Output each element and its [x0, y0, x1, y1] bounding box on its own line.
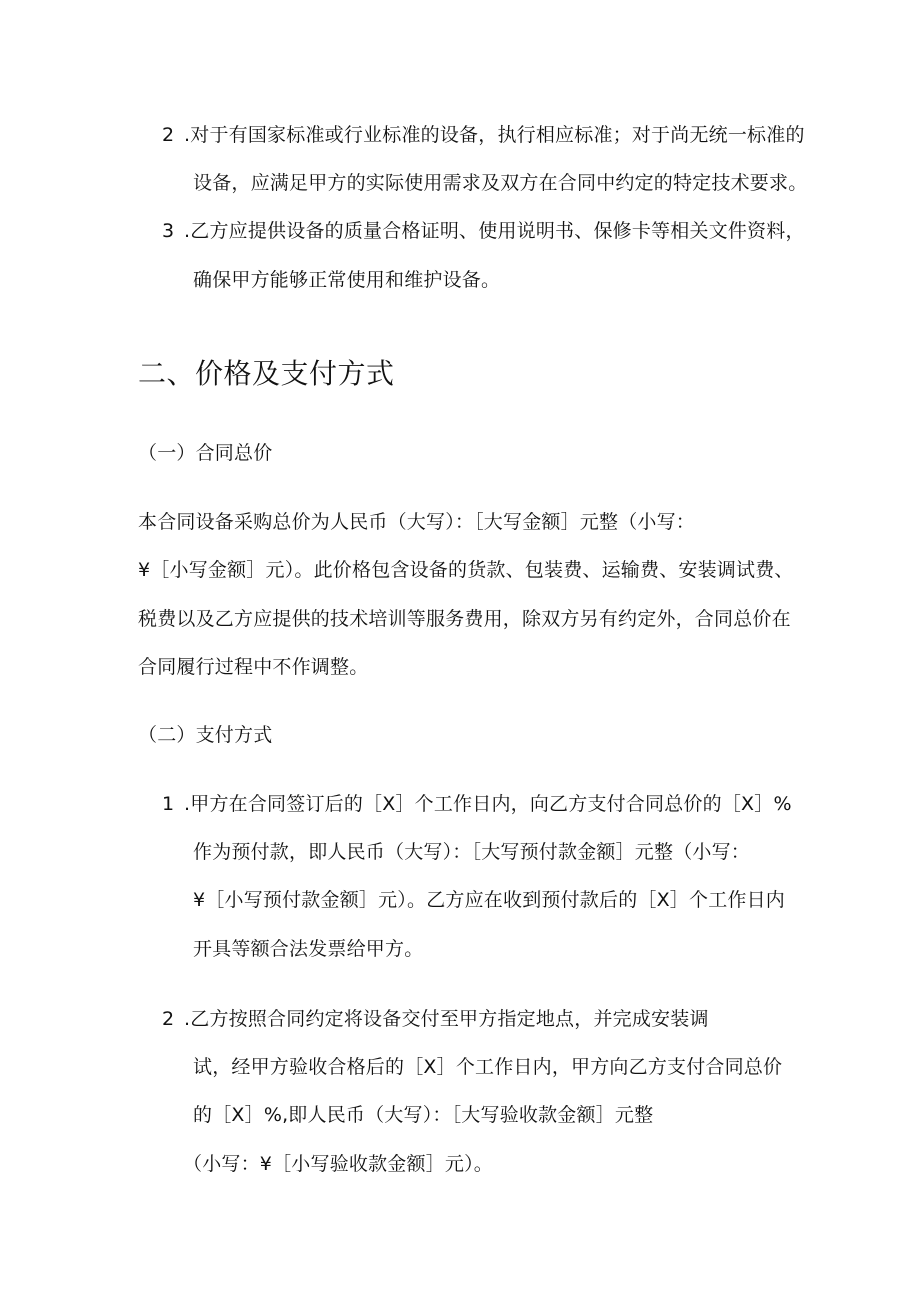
payment-item-2-line-2: 试，经甲方验收合格后的［X］个工作日内，甲方向乙方支付合同总价 — [193, 1056, 783, 1078]
payment-item-1-line-2: 作为预付款，即人民币（大写）：［大写预付款金额］元整（小写： — [193, 841, 751, 863]
item-2-line-1: 2 .对于有国家标准或行业标准的设备，执行相应标准；对于尚无统一标准的 — [162, 124, 805, 146]
item-number: 2 — [162, 124, 175, 146]
subsection-2-title: （二）支付方式 — [138, 724, 273, 746]
subsection-1-line-1: 本合同设备采购总价为人民币（大写）：［大写金额］元整（小写： — [138, 511, 696, 533]
item-2-line-2: 设备，应满足甲方的实际使用需求及双方在合同中约定的特定技术要求。 — [193, 172, 808, 194]
payment-item-1-line-4: 开具等额合法发票给甲方。 — [193, 938, 424, 960]
item-3-line-2: 确保甲方能够正常使用和维护设备。 — [193, 269, 501, 291]
subsection-1-title: （一）合同总价 — [138, 442, 273, 464]
payment-item-2-line-3: 的［X］%,即人民币（大写）：［大写验收款金额］元整 — [193, 1104, 654, 1126]
subsection-1-line-4: 合同履行过程中不作调整。 — [138, 656, 369, 678]
payment-item-1-line-3: ¥［小写预付款金额］元）。乙方应在收到预付款后的［X］个工作日内 — [193, 889, 786, 911]
item-number: 2 — [162, 1008, 175, 1030]
payment-item-2-line-1: 2 .乙方按照合同约定将设备交付至甲方指定地点，并完成安装调 — [162, 1008, 709, 1030]
payment-item-1-line-1: 1 .甲方在合同签订后的［X］个工作日内，向乙方支付合同总价的［X］% — [162, 793, 792, 815]
section-title: 二、价格及支付方式 — [138, 357, 395, 390]
subsection-1-line-3: 税费以及乙方应提供的技术培训等服务费用，除双方另有约定外，合同总价在 — [138, 608, 791, 630]
item-3-line-1: 3 .乙方应提供设备的质量合格证明、使用说明书、保修卡等相关文件资料， — [162, 220, 805, 242]
item-number: 1 — [162, 793, 175, 815]
subsection-1-line-2: ¥［小写金额］元）。此价格包含设备的货款、包装费、运输费、安装调试费、 — [138, 559, 794, 581]
item-number: 3 — [162, 220, 175, 242]
payment-item-2-line-4: （小写：¥［小写验收款金额］元）。 — [183, 1153, 493, 1175]
